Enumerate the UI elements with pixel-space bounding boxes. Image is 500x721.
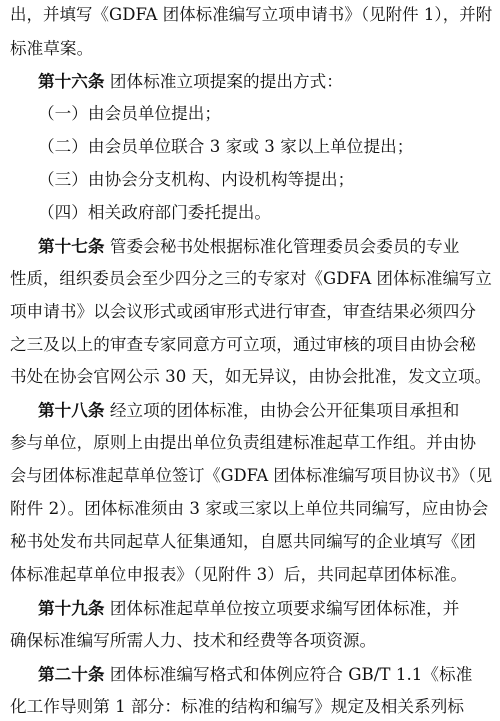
body-text-line bbox=[10, 38, 93, 60]
line-text: 秘书处发布共同起草人征集通知，自愿共同编写的企业填写《团 bbox=[10, 532, 477, 551]
article-heading: 第二十条 bbox=[38, 664, 105, 684]
line-text: （三）由协会分支机构、内设机构等提出； bbox=[38, 170, 355, 189]
body-text-line bbox=[10, 630, 376, 652]
line-text: 化工作导则第 1 部分：标准的结构和编写》规定及相关系列标 bbox=[10, 697, 464, 716]
line-text: 附件 2）。团体标准须由 3 家或三家以上单位共同编写，应由协会 bbox=[10, 499, 489, 518]
line-text: （四）相关政府部门委托提出。 bbox=[38, 203, 272, 222]
line-text: 标准草案。 bbox=[10, 39, 94, 58]
list-item bbox=[38, 202, 271, 224]
article-heading: 第十七条 bbox=[38, 236, 105, 256]
body-text-line bbox=[10, 334, 476, 356]
article-heading: 第十六条 bbox=[38, 71, 105, 91]
body-text-line bbox=[10, 366, 491, 388]
line-text: 性质，组织委员会至少四分之三的专家对《GDFA 团体标准编写立 bbox=[10, 269, 492, 288]
body-text-line bbox=[10, 531, 476, 553]
article-20 bbox=[38, 663, 472, 686]
article-heading: 第十八条 bbox=[38, 400, 105, 420]
article-17 bbox=[38, 235, 459, 258]
article-18 bbox=[38, 399, 459, 422]
body-text-line bbox=[10, 4, 492, 26]
body-text-line bbox=[10, 432, 476, 454]
line-text: 确保标准编写所需人力、技术和经费等各项资源。 bbox=[10, 631, 377, 650]
line-text: 之三及以上的审查专家同意方可立项，通过审核的项目由协会秘 bbox=[10, 335, 477, 354]
line-text: 团体标准编写格式和体例应符合 GB/T 1.1《标准 bbox=[104, 665, 473, 684]
body-text-line bbox=[10, 498, 488, 520]
line-text: 体标准起草单位申报表》（见附件 3）后，共同起草团体标准。 bbox=[10, 565, 468, 584]
line-text: 出，并填写《GDFA 团体标准编写立项申请书》（见附件 1），并附 bbox=[10, 5, 493, 24]
line-text: 项申请书》以会议形式或函审形式进行审查，审查结果必须四分 bbox=[10, 302, 477, 321]
line-text: 管委会秘书处根据标准化管理委员会委员的专业 bbox=[104, 237, 460, 256]
body-text-line bbox=[10, 696, 464, 718]
body-text-line bbox=[10, 301, 476, 323]
body-text-line bbox=[10, 465, 492, 487]
article-19 bbox=[38, 597, 459, 620]
line-text: （一）由会员单位提出； bbox=[38, 104, 222, 123]
line-text: 经立项的团体标准，由协会公开征集项目承担和 bbox=[104, 401, 460, 420]
body-text-line bbox=[10, 268, 492, 290]
body-text-line bbox=[10, 564, 467, 586]
line-text: 会与团体标准起草单位签订《GDFA 团体标准编写项目协议书》（见 bbox=[10, 466, 493, 485]
line-text: （二）由会员单位联合 3 家或 3 家以上单位提出； bbox=[38, 137, 414, 156]
line-text: 团体标准起草单位按立项要求编写团体标准，并 bbox=[104, 599, 460, 618]
line-text: 参与单位，原则上由提出单位负责组建标准起草工作组。并由协 bbox=[10, 433, 477, 452]
article-16 bbox=[38, 70, 343, 93]
line-text: 团体标准立项提案的提出方式： bbox=[104, 72, 343, 91]
list-item bbox=[38, 103, 221, 125]
line-text: 书处在协会官网公示 30 天，如无异议，由协会批准，发文立项。 bbox=[10, 367, 492, 386]
list-item bbox=[38, 136, 413, 158]
list-item bbox=[38, 169, 354, 191]
article-heading: 第十九条 bbox=[38, 598, 105, 618]
